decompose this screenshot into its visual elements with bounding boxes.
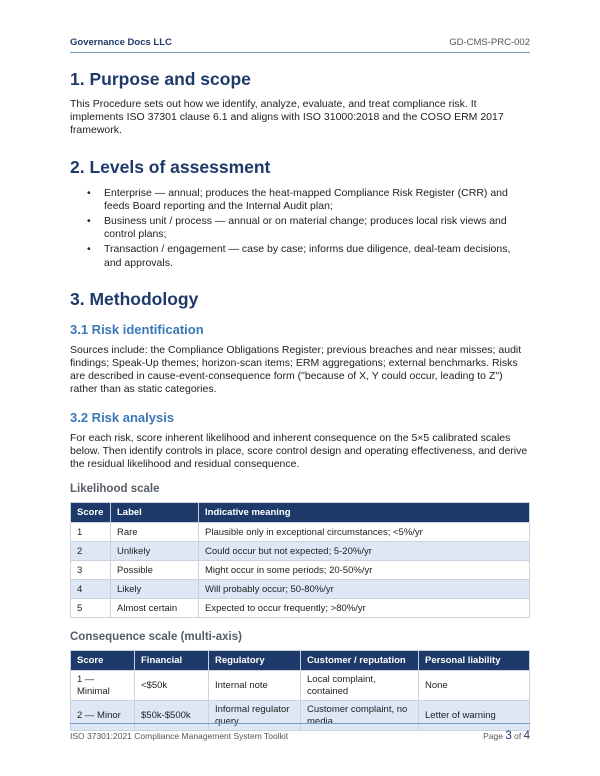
footer-divider [70, 723, 530, 724]
table-cell: 1 [71, 523, 111, 542]
likelihood-table [70, 502, 530, 618]
table-cell: Internal note [209, 671, 301, 701]
table-cell: None [419, 671, 530, 701]
subsection-3-2-body: For each risk, score inherent likelihood and inherent consequence on the 5×5 calibrated scales below. Then identify controls in place, score control design and operating effectiveness, and derive the residual likelihood and residual consequence. [70, 431, 528, 471]
total-pages: 4 [523, 730, 530, 742]
section-3-title: 3. Methodology [70, 288, 199, 309]
table-cell: Almost certain [111, 599, 199, 618]
column-header: Indicative meaning [199, 503, 530, 523]
table-cell: Possible [111, 561, 199, 580]
table-cell: <$50k [135, 671, 209, 701]
table-header-row [71, 503, 530, 523]
table-row [71, 542, 530, 561]
table-cell: Plausible only in exceptional circumstances; <5%/yr [199, 523, 530, 542]
table-cell: 5 [71, 599, 111, 618]
column-header: Score [71, 651, 135, 671]
bullet-icon: • [87, 243, 91, 256]
column-header: Customer / reputation [301, 651, 419, 671]
table-cell: $50k-$500k [135, 701, 209, 731]
table-row [71, 523, 530, 542]
document-id: GD-CMS-PRC-002 [449, 36, 530, 48]
assessment-levels-list [70, 187, 530, 270]
consequence-table [70, 650, 530, 731]
table-cell: Customer complaint, no media [301, 701, 419, 731]
current-page: 3 [505, 730, 512, 742]
table-cell: Will probably occur; 50-80%/yr [199, 580, 530, 599]
table-cell: Likely [111, 580, 199, 599]
column-header: Regulatory [209, 651, 301, 671]
table-row [71, 599, 530, 618]
table-cell: 1 — Minimal [71, 671, 135, 701]
header-divider [70, 52, 530, 53]
bullet-icon: • [87, 186, 91, 199]
table-cell: 2 [71, 542, 111, 561]
table-cell: Letter of warning [419, 701, 530, 731]
likelihood-table-caption: Likelihood scale [70, 483, 160, 496]
consequence-table-caption: Consequence scale (multi-axis) [70, 631, 242, 644]
table-row [71, 701, 530, 731]
table-cell: Rare [111, 523, 199, 542]
list-item: • Enterprise — annual; produces the heat-mapped Compliance Risk Register (CRR) and feeds Board reporting and the Internal Audit plan; [87, 186, 508, 212]
table-header-row [71, 651, 530, 671]
table-cell: 2 — Minor [71, 701, 135, 731]
company-name: Governance Docs LLC [70, 36, 172, 48]
table-row [71, 561, 530, 580]
subsection-3-1-body: Sources include: the Compliance Obligations Register; previous breaches and near misses; audit findings; Speak-Up themes; horizon-scan items; ERM aggregations; external benchmarks. Risks are described in cause-event-consequence form ("because of X, Y could occur, leading to Z") rather than as static categories. [70, 343, 522, 396]
column-header: Label [111, 503, 199, 523]
table-cell: Expected to occur frequently; >80%/yr [199, 599, 530, 618]
table-cell: Might occur in some periods; 20-50%/yr [199, 561, 530, 580]
section-1-title: 1. Purpose and scope [70, 69, 251, 89]
table-cell: 3 [71, 561, 111, 580]
section-1-body: This Procedure sets out how we identify, analyze, evaluate, and treat compliance risk. It implements ISO 37301 clause 6.1 and aligns with ISO 31000:2018 and the COSO ERM 2017 framework. [70, 98, 504, 137]
subsection-3-1-title: 3.1 Risk identification [70, 321, 204, 337]
list-item: • Business unit / process — annual or on material change; produces local risk views and control plans; [87, 215, 507, 241]
table-cell: Unlikely [111, 542, 199, 561]
table-cell: Informal regulator query [209, 701, 301, 731]
column-header: Score [71, 503, 111, 523]
column-header: Personal liability [419, 651, 530, 671]
page-content [70, 68, 530, 731]
table-cell: Could occur but not expected; 5-20%/yr [199, 542, 530, 561]
bullet-icon: • [87, 215, 91, 228]
table-row [71, 671, 530, 701]
page-number: Page 3 of 4 [483, 730, 530, 742]
table-cell: 4 [71, 580, 111, 599]
page-footer [70, 729, 530, 743]
page-header [70, 34, 530, 50]
subsection-3-2-title: 3.2 Risk analysis [70, 409, 175, 425]
section-2-title: 2. Levels of assessment [70, 156, 271, 177]
table-row [71, 580, 530, 599]
table-cell: Local complaint, contained [301, 671, 419, 701]
column-header: Financial [135, 651, 209, 671]
list-item: • Transaction / engagement — case by case; informs due diligence, deal-team decisions, and approvals. [87, 243, 511, 269]
footer-title: ISO 37301:2021 Compliance Management System Toolkit [70, 731, 289, 741]
